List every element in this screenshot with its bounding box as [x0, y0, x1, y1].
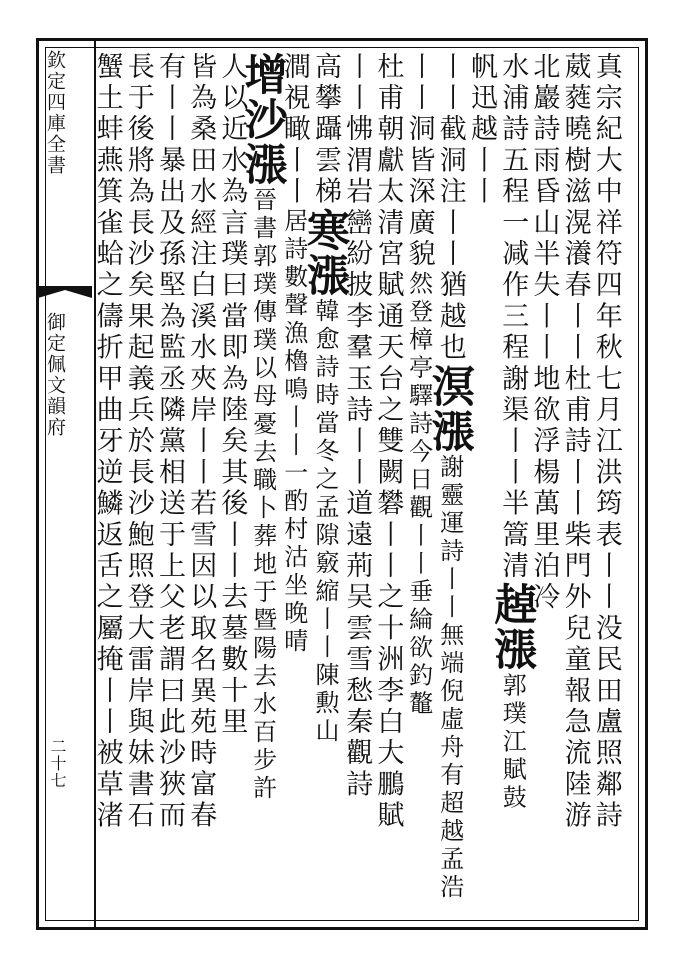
column-text: 真宗紀大中祥符四年秋七月江洪筠表丨丨没民田盧照鄰詩 [590, 52, 622, 832]
fish-tail-mark [38, 286, 92, 304]
annotation-text: 晉書郭璞傳璞以母憂去職卜葬地于暨陽去水百步許 [248, 187, 277, 803]
entry-heading: 溟漲 [424, 364, 475, 454]
column-text: 丨丨怫渭岩巒紛披李羣玉詩丨丨道遠荊吴雲雪愁秦觀詩 [341, 52, 373, 801]
annotation-text: 郭璞江賦鼓 [498, 672, 527, 813]
page-number: 二十七 [48, 738, 67, 789]
entry-heading: 增沙漲 [237, 52, 288, 187]
column-text: 有丨丨暴出及孫堅為監丞隣黨相送于上父老謂曰此沙狹而 [154, 52, 185, 832]
annotation-text: 韓愈詩時當冬之孟隙竅縮丨丨陳勲山 [311, 298, 339, 746]
column-text: 澗視瞰丨丨 [278, 52, 310, 208]
column-text: 帆迅越丨丨 [466, 52, 497, 208]
column-text: 丨丨截洞注丨丨猶越也 [434, 52, 466, 364]
column-text: 丨丨洞皆深廣貌 [403, 52, 435, 271]
column-text: 皆為桑田水經注白溪水夾岸丨丨若雪因以取名異苑時富春 [185, 52, 217, 832]
collection-title: 欽定四庫全書 [44, 50, 66, 176]
column-text: 杜甫朝獻太清宮賦通天台之雙闕礬丨丨之十洲李白大鵬賦 [372, 52, 404, 832]
column-text: 葳蕤曉樹滋滉瀁春丨丨杜甫詩丨丨柴門外兒童報急流陸游 [559, 52, 591, 832]
annotation-text: 然登樟亭驛詩今日觀丨丨垂綸欲釣鼇 [404, 270, 433, 719]
book-title: 御定佩文韻府 [44, 312, 66, 438]
annotation-text: 謝靈運詩丨丨無端倪虛舟有超越孟浩 [435, 454, 464, 902]
column-text: 水浦詩五程一减作三程謝渠丨丨半篙清 [497, 52, 529, 583]
entry-heading: 寒漲 [300, 208, 350, 298]
column-text: 長于後將為長沙矣果起義兵於長沙鮑照登大雷岸與妹書石 [122, 52, 154, 832]
text-column [88, 52, 126, 832]
column-text: 蟹土蚌燕箕雀蛤之儔折甲曲牙逆鱗返舌之屬掩丨丨被草渚 [91, 52, 123, 832]
column-text: 高攀躡雲梯 [310, 52, 341, 208]
entry-heading: 趠漲 [487, 582, 538, 673]
annotation-text: 居詩數聲漁櫓鳴丨丨一酌村沽坐晚晴 [279, 208, 308, 656]
column-text: 北巖詩雨昏山半失丨丨地欲浮楊萬里泊冷 [528, 52, 560, 614]
column-text: 人以近水為言璞曰當即為陸矣其後丨丨去墓數十里 [216, 52, 248, 739]
